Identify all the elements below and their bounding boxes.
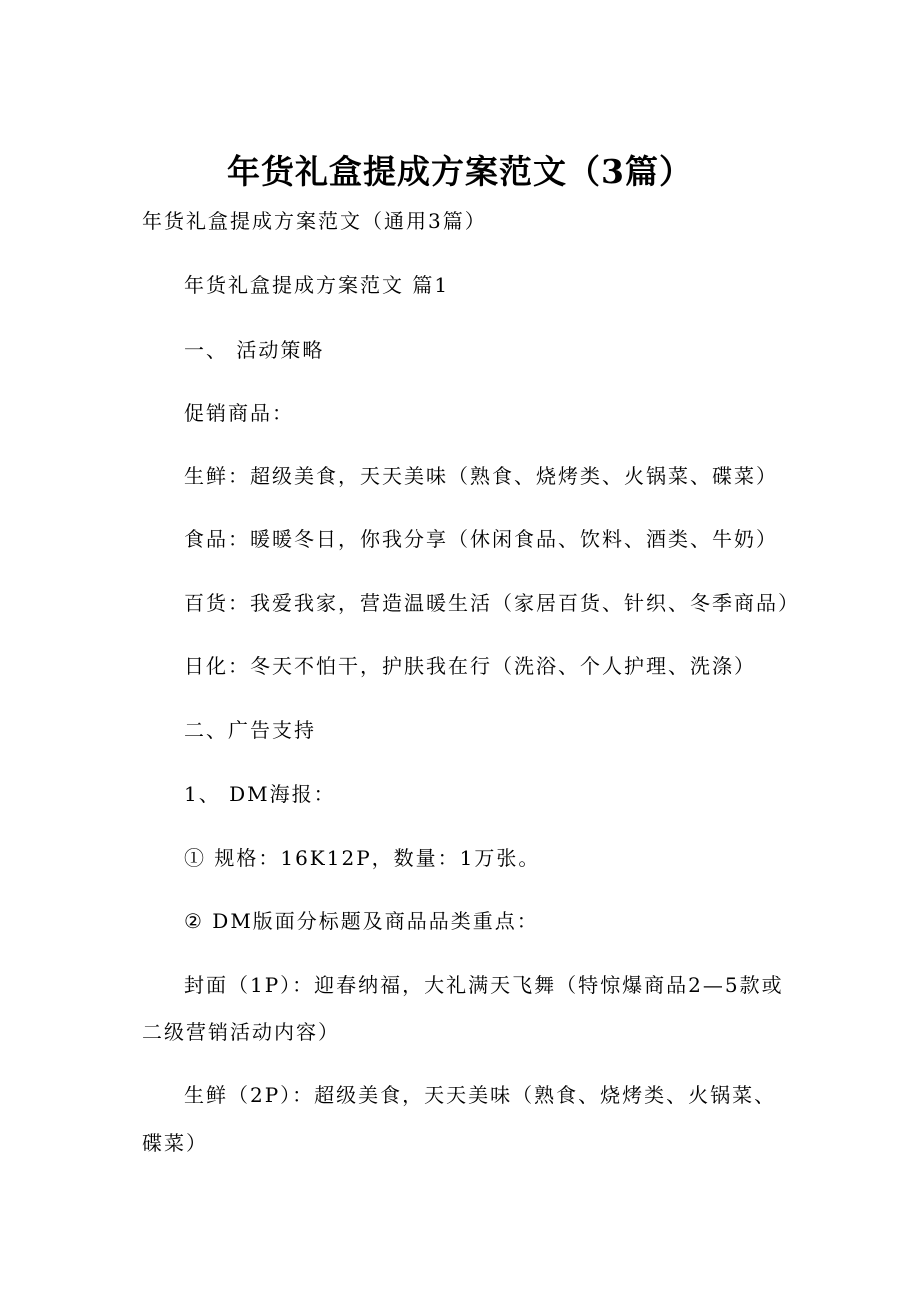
paragraph-fresh: 生鲜：超级美食，天天美味（熟食、烧烤类、火锅菜、碟菜）: [184, 464, 778, 488]
heading-activity-strategy: 一、 活动策略: [184, 338, 325, 362]
heading-ad-support: 二、广告支持: [184, 718, 316, 742]
paragraph-dm-poster: 1、 DM海报：: [184, 782, 336, 806]
document-subtitle: 年货礼盒提成方案范文（通用3篇）: [142, 209, 487, 233]
paragraph-cover-line1: 封面（1P）：迎春纳福，大礼满天飞舞（特惊爆商品2—5款或: [184, 973, 784, 997]
paragraph-fresh-2p-line1: 生鲜（2P）：超级美食，天天美味（熟食、烧烤类、火锅菜、: [184, 1083, 777, 1107]
paragraph-spec: ① 规格：16K12P，数量：1万张。: [184, 846, 541, 870]
paragraph-fresh-2p-line2: 碟菜）: [142, 1131, 208, 1155]
paragraph-food: 食品：暖暖冬日，你我分享（休闲食品、饮料、酒类、牛奶）: [184, 527, 778, 551]
paragraph-dm-layout: ② DM版面分标题及商品品类重点：: [184, 909, 539, 933]
document-title: 年货礼盒提成方案范文（3篇）: [227, 152, 693, 191]
section-heading: 年货礼盒提成方案范文 篇1: [184, 273, 450, 297]
paragraph-promo-goods: 促销商品：: [184, 401, 294, 425]
paragraph-daily-chemicals: 日化：冬天不怕干，护肤我在行（洗浴、个人护理、洗涤）: [184, 654, 756, 678]
paragraph-general-goods: 百货：我爱我家，营造温暖生活（家居百货、针织、冬季商品）: [184, 591, 800, 615]
paragraph-cover-line2: 二级营销活动内容）: [142, 1020, 340, 1044]
